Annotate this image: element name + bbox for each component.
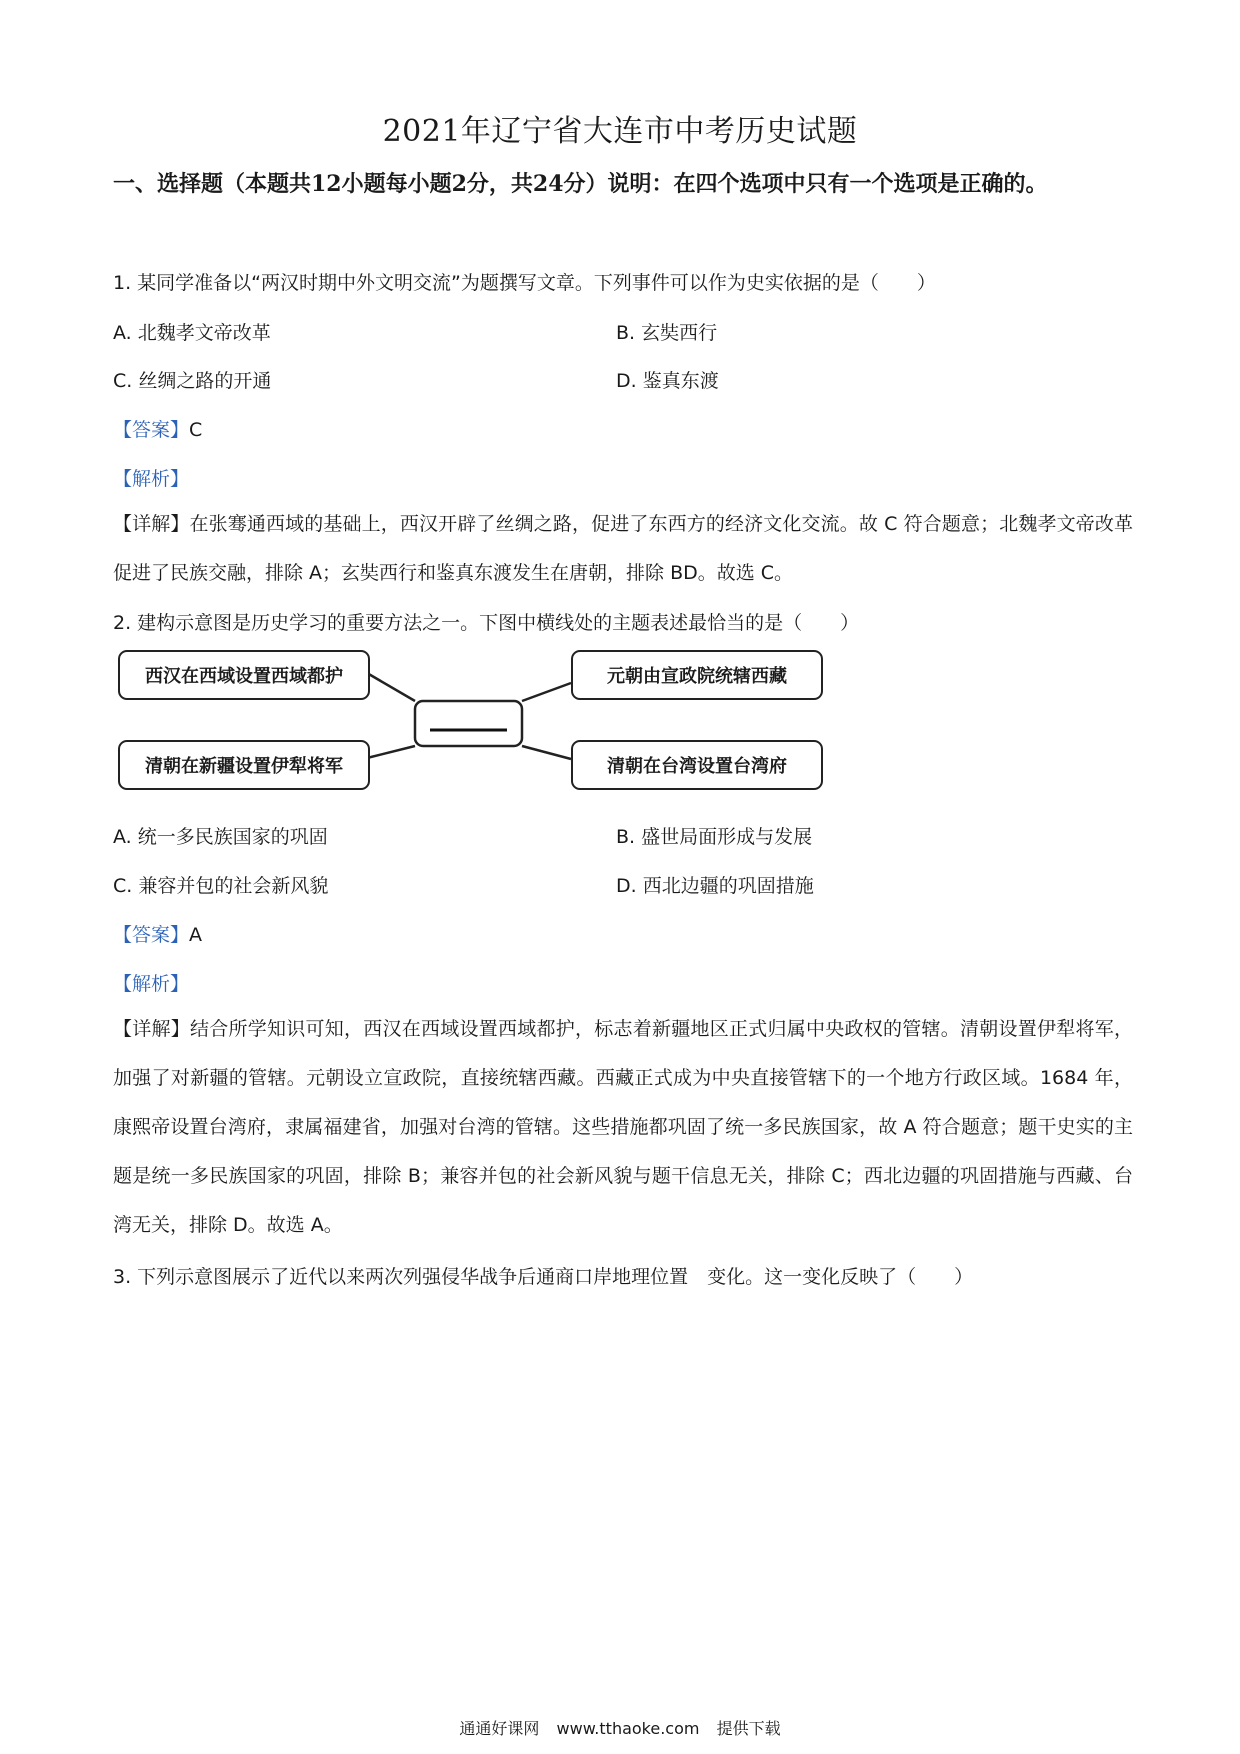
center-box [415,701,522,746]
q1-analysis-label [113,464,189,491]
q1-detail [113,500,1133,598]
footer-url[interactable]: www.tthaoke.com [556,1719,700,1738]
page-footer [0,1716,1240,1739]
footer-note: 提供下载 [716,1719,781,1738]
q2-detail [113,1005,1133,1250]
answer-label: 【答案】 [113,924,190,946]
concept-diagram [115,650,835,800]
q2-analysis-label [113,969,189,996]
analysis-label: 【解析】 [113,973,190,995]
q2-option-a: A. 统一多民族国家的巩固 [113,826,328,848]
box-xihan-protectorate: 西汉在西域设置西域都护 [118,650,370,700]
q1-option-c: C. 丝绸之路的开通 [113,370,272,392]
q2-answer-value: A [189,924,203,946]
section-heading: 一、选择题（本题共12小题每小题2分，共24分）说明：在四个选项中只有一个选项是正确的。 [113,171,1048,197]
answer-label: 【答案】 [113,419,190,441]
q2-stem: 2. 建构示意图是历史学习的重要方法之一。下图中横线处的主题表述最恰当的是（ ） [113,612,860,634]
q1-option-d: D. 鉴真东渡 [616,370,719,392]
box-qing-taiwan-prefecture: 清朝在台湾设置台湾府 [571,740,823,790]
footer-site-name: 通通好课网 [459,1719,540,1738]
q2-option-d: D. 西北边疆的巩固措施 [616,875,814,897]
q1-option-a: A. 北魏孝文帝改革 [113,322,271,344]
analysis-label: 【解析】 [113,468,190,490]
q2-detail-text: 结合所学知识可知，西汉在西域设置西域都护，标志着新疆地区正式归属中央政权的管辖。清朝设置伊犁将军，加强了对新疆的管辖。元朝设立宣政院，直接统辖西藏。西藏正式成为中央直接管辖下的一个地方行政区域。1684 年，康熙帝设置台湾府，隶属福建省，加强对台湾的管辖。这些措施都巩固了统一多民族国家，故 A 符合题意；题干史实的主题是统一多民族国家的巩固，排除 B；兼容并包的社会新风貌与题干信息无关，排除 C；西北边疆的巩固措施与西藏、台湾无关，排除 D。故选 A。 [113,1018,1133,1236]
box-qing-ili-general: 清朝在新疆设置伊犁将军 [118,740,370,790]
page-title: 2021年辽宁省大连市中考历史试题 [382,114,858,149]
q1-option-b: B. 玄奘西行 [616,322,718,344]
q2-answer [113,920,202,947]
q1-stem: 1. 某同学准备以“两汉时期中外文明交流”为题撰写文章。下列事件可以作为史实依据的是（ ） [113,272,936,294]
q2-option-c: C. 兼容并包的社会新风貌 [113,875,329,897]
detail-label: 【详解】 [113,1018,190,1040]
box-yuan-xuanzhengyuan: 元朝由宣政院统辖西藏 [571,650,823,700]
q2-option-b: B. 盛世局面形成与发展 [616,826,813,848]
q1-answer [113,415,202,442]
q1-answer-value: C [189,419,203,441]
q3-stem: 3. 下列示意图展示了近代以来两次列强侵华战争后通商口岸地理位置 变化。这一变化反映了（ ） [113,1266,974,1288]
q1-detail-text: 在张骞通西域的基础上，西汉开辟了丝绸之路，促进了东西方的经济文化交流。故 C 符合题意；北魏孝文帝改革促进了民族交融，排除 A；玄奘西行和鉴真东渡发生在唐朝，排除 BD。故选 C。 [113,513,1133,584]
detail-label: 【详解】 [113,513,190,535]
